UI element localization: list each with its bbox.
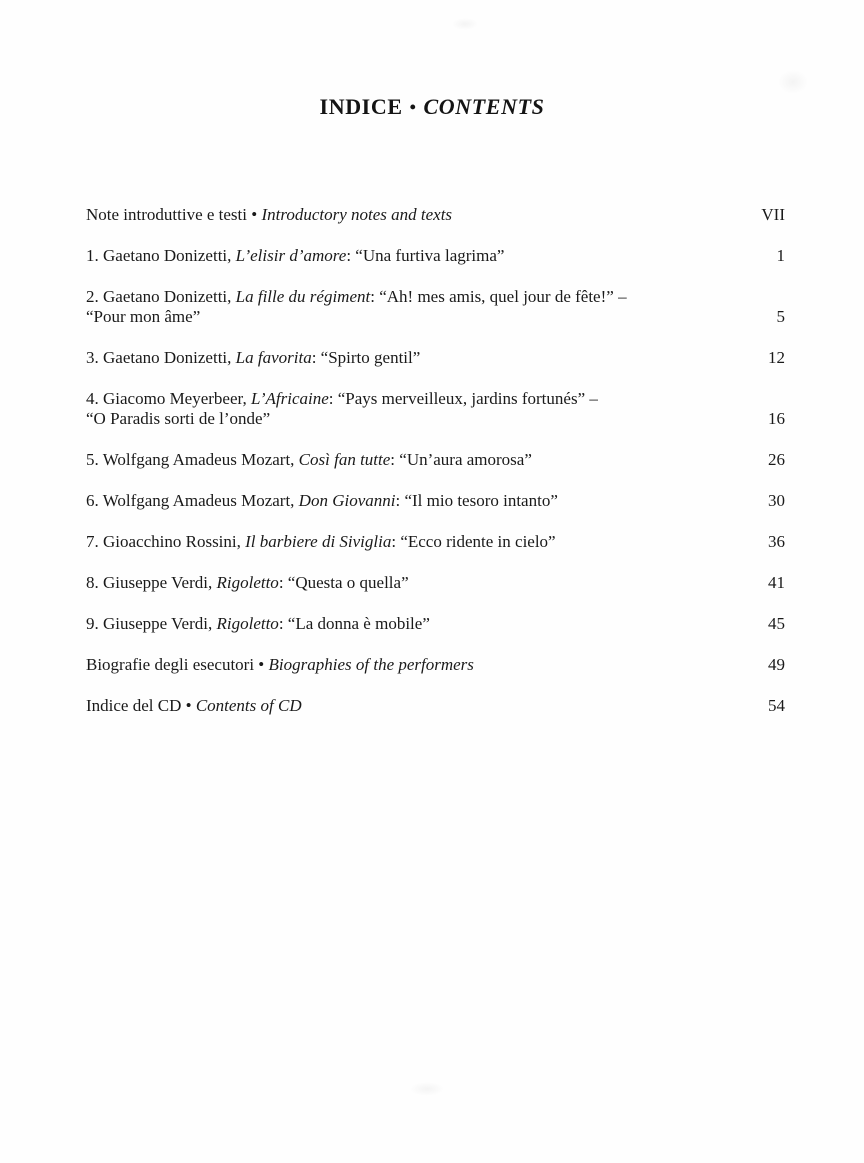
entry-prefix: 1. Gaetano Donizetti, [86, 246, 236, 265]
entry-prefix: Note introduttive e testi • [86, 205, 262, 224]
entry-aria-title: : “Pays merveilleux, jardins fortunés” – [328, 389, 598, 408]
entry-work-title: Don Giovanni [298, 491, 396, 510]
toc-entry [86, 696, 785, 716]
entry-text [86, 491, 754, 511]
page-title [0, 94, 864, 120]
entry-prefix: 9. Giuseppe Verdi, [86, 614, 217, 633]
entry-second-line [86, 307, 200, 326]
entry-page-number: 41 [768, 573, 785, 592]
entry-prefix: 5. Wolfgang Amadeus Mozart, [86, 450, 299, 469]
entry-prefix: 6. Wolfgang Amadeus Mozart, [86, 491, 299, 510]
entry-page-number: 26 [768, 450, 785, 469]
entry-text [86, 389, 754, 429]
entry-work-title: Così fan tutte [298, 450, 391, 469]
entry-work-title: La fille du régiment [235, 287, 371, 306]
entry-text [86, 532, 754, 552]
entry-work-title: Contents of CD [195, 696, 302, 715]
entry-aria-title: : “Ah! mes amis, quel jour de fête!” – [370, 287, 627, 306]
entry-page-number: 5 [776, 307, 785, 326]
toc-list [86, 205, 785, 737]
entry-text [86, 573, 754, 593]
entry-second-line [86, 409, 270, 428]
entry-page-number: 12 [768, 348, 785, 367]
toc-entry [86, 491, 785, 511]
entry-prefix: 2. Gaetano Donizetti, [86, 287, 236, 306]
entry-aria-title: : “Un’aura amorosa” [390, 450, 532, 469]
title-bullet-separator-icon: • [409, 97, 417, 117]
scan-smudge [410, 1082, 444, 1096]
entry-prefix: Biografie degli esecutori • [86, 655, 269, 674]
entry-page-number: 49 [768, 655, 785, 674]
entry-page-number: VII [761, 205, 785, 224]
entry-page-number: 30 [768, 491, 785, 510]
entry-page-number: 45 [768, 614, 785, 633]
entry-text [86, 246, 763, 266]
title-english: CONTENTS [423, 94, 545, 119]
entry-work-title: Introductory notes and texts [261, 205, 453, 224]
entry-aria-title: : “La donna è mobile” [278, 614, 430, 633]
entry-page-number: 16 [768, 409, 785, 428]
entry-work-title: L’elisir d’amore [235, 246, 347, 265]
entry-prefix: Indice del CD • [86, 696, 196, 715]
entry-continuation: “Pour mon âme” [86, 307, 201, 326]
toc-entry [86, 348, 785, 368]
toc-entry [86, 287, 785, 327]
toc-entry [86, 655, 785, 675]
entry-text [86, 287, 763, 327]
entry-page-number: 54 [768, 696, 785, 715]
entry-prefix: 7. Gioacchino Rossini, [86, 532, 246, 551]
toc-entry [86, 205, 785, 225]
entry-prefix: 8. Giuseppe Verdi, [86, 573, 217, 592]
entry-aria-title: : “Spirto gentil” [311, 348, 421, 367]
entry-text [86, 450, 754, 470]
title-italian: INDICE [319, 94, 403, 119]
scan-smudge [452, 18, 478, 30]
entry-work-title: L’Africaine [251, 389, 329, 408]
toc-entry [86, 532, 785, 552]
toc-entry [86, 389, 785, 429]
toc-entry [86, 573, 785, 593]
toc-entry [86, 246, 785, 266]
entry-page-number: 36 [768, 532, 785, 551]
entry-text [86, 614, 754, 634]
entry-work-title: Rigoletto [216, 573, 279, 592]
entry-work-title: Rigoletto [216, 614, 279, 633]
entry-continuation: “O Paradis sorti de l’onde” [86, 409, 271, 428]
scan-smudge [778, 70, 808, 94]
entry-work-title: Biographies of the performers [268, 655, 474, 674]
entry-text [86, 696, 754, 716]
entry-page-number: 1 [776, 246, 785, 265]
entry-work-title: Il barbiere di Siviglia [245, 532, 392, 551]
entry-prefix: 3. Gaetano Donizetti, [86, 348, 236, 367]
entry-aria-title: : “Il mio tesoro intanto” [395, 491, 558, 510]
toc-entry [86, 614, 785, 634]
entry-aria-title: : “Questa o quella” [278, 573, 409, 592]
entry-text [86, 655, 754, 675]
entry-text [86, 205, 747, 225]
entry-prefix: 4. Giacomo Meyerbeer, [86, 389, 252, 408]
toc-entry [86, 450, 785, 470]
entry-aria-title: : “Una furtiva lagrima” [346, 246, 505, 265]
entry-work-title: La favorita [235, 348, 312, 367]
entry-aria-title: : “Ecco ridente in cielo” [391, 532, 556, 551]
entry-text [86, 348, 754, 368]
